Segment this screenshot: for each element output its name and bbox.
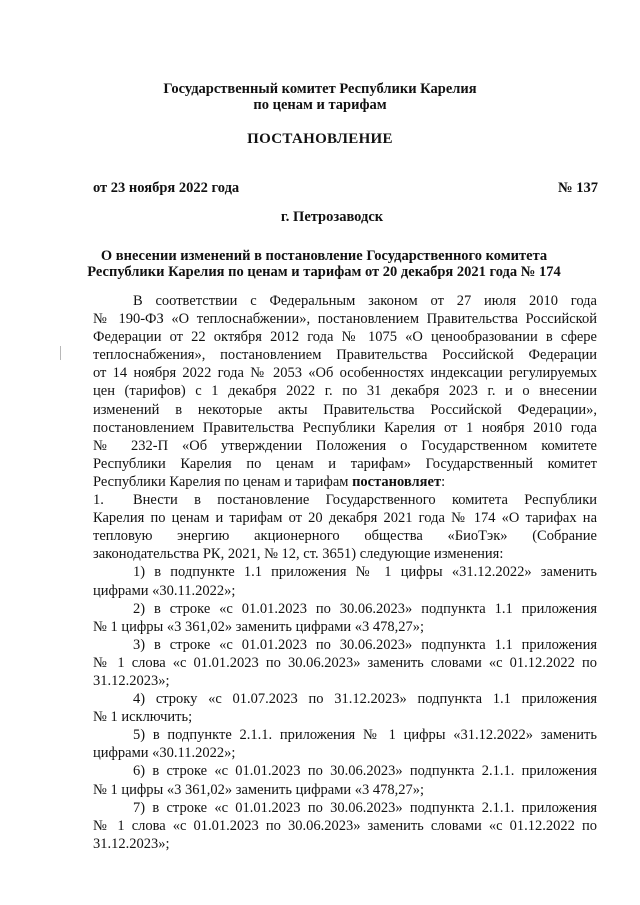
- document-number: № 137: [558, 180, 598, 196]
- amendment-item-4-cont: № 1 исключить;: [93, 709, 193, 726]
- section-1-line: законодательства РК, 2021, № 12, ст. 3651) следующие изменения:: [93, 546, 504, 563]
- preamble-line: теплоснабжения», постановлением Правительства Российской Федерации: [93, 347, 597, 364]
- section-1: [93, 491, 597, 563]
- preamble-line: изменений в некоторые акты Правительства Российской Федерации»,: [93, 401, 597, 418]
- preamble-last-line: [93, 473, 597, 491]
- amendment-item-4: 4) строку «с 01.07.2023 по 31.12.2023» подпункта 1.1 приложения: [133, 691, 597, 708]
- preamble-line: Федерации от 22 октября 2012 года № 1075 «О ценообразовании в сфере: [93, 329, 597, 346]
- title-line1: О внесении изменений в постановление Государственного комитета: [100, 248, 548, 264]
- org-name-line1: Государственный комитет Республики Карелия: [163, 81, 477, 97]
- section-1-line: Карелия по ценам и тарифам от 20 декабря 2021 года № 174 «О тарифах на: [93, 510, 597, 527]
- amendment-item-5: 5) в подпункте 2.1.1. приложения № 1 цифры «31.12.2022» заменить: [133, 727, 597, 744]
- preamble-line: Республики Карелия по ценам и тарифам» Государственный комитет: [93, 455, 597, 472]
- title-line2: Республики Карелия по ценам и тарифам от 20 декабря 2021 года № 174: [87, 264, 561, 280]
- amendment-item-2-cont: № 1 цифры «3 361,02» заменить цифрами «3 478,27»;: [93, 618, 425, 635]
- amendment-item-6-cont: № 1 цифры «3 361,02» заменить цифрами «3 478,27»;: [93, 781, 425, 798]
- section-number: 1.: [93, 492, 104, 509]
- preamble: [93, 292, 597, 491]
- amendment-item-3-cont: № 1 слова «с 01.01.2023 по 30.06.2023» заменить словами «с 01.12.2022 по: [93, 654, 597, 671]
- city: г. Петрозаводск: [280, 209, 384, 225]
- amendment-item-1-cont: цифрами «30.11.2022»;: [93, 582, 236, 599]
- preamble-line: от 14 ноября 2022 года № 2053 «Об особенностях индексации регулируемых: [93, 365, 597, 382]
- section-1-first-line: [93, 491, 597, 509]
- scan-artifact: [60, 346, 61, 360]
- amendment-item-7: 7) в строке «с 01.01.2023 по 30.06.2023» подпункта 2.1.1. приложения: [133, 799, 597, 816]
- amendments-list: [93, 563, 597, 853]
- preamble-line: постановлением Правительства Республики Карелия от 1 ноября 2010 года: [93, 419, 597, 436]
- preamble-line: В соответствии с Федеральным законом от 27 июля 2010 года: [133, 293, 597, 309]
- org-name-line2: по ценам и тарифам: [253, 97, 387, 113]
- preamble-line: № 190-ФЗ «О теплоснабжении», постановлением Правительства Российской: [93, 311, 597, 328]
- amendment-item-7-cont: № 1 слова «с 01.01.2023 по 30.06.2023» заменить словами «с 01.12.2022 по: [93, 817, 597, 834]
- document-date: от 23 ноября 2022 года: [93, 180, 240, 196]
- document-body: [93, 292, 597, 853]
- section-1-text: Внести в постановление Государственного комитета Республики: [133, 492, 597, 509]
- section-1-line: тепловую энергию акционерного общества «БиоТэк» (Собрание: [93, 528, 597, 545]
- amendment-item-1: 1) в подпункте 1.1 приложения № 1 цифры «31.12.2022» заменить: [133, 564, 597, 581]
- amendment-item-5-cont: цифрами «30.11.2022»;: [93, 745, 236, 762]
- colon: :: [441, 473, 446, 490]
- amendment-item-2: 2) в строке «с 01.01.2023 по 30.06.2023» подпункта 1.1 приложения: [133, 600, 597, 617]
- resolves-keyword: постановляет: [352, 473, 442, 490]
- preamble-line: цен (тарифов) с 1 декабря 2022 г. по 31 декабря 2023 г. и о внесении: [93, 383, 597, 400]
- amendment-item-3: 3) в строке «с 01.01.2023 по 30.06.2023» подпункта 1.1 приложения: [133, 636, 597, 653]
- amendment-item-6: 6) в строке «с 01.01.2023 по 30.06.2023» подпункта 2.1.1. приложения: [133, 763, 597, 780]
- amendment-item-7-cont: 31.12.2023»;: [93, 835, 170, 852]
- amendment-item-3-cont: 31.12.2023»;: [93, 672, 170, 689]
- document-type: ПОСТАНОВЛЕНИЕ: [247, 131, 393, 147]
- preamble-line: № 232-П «Об утверждении Положения о Государственном комитете: [93, 437, 597, 454]
- preamble-text: Республики Карелия по ценам и тарифам: [93, 473, 353, 490]
